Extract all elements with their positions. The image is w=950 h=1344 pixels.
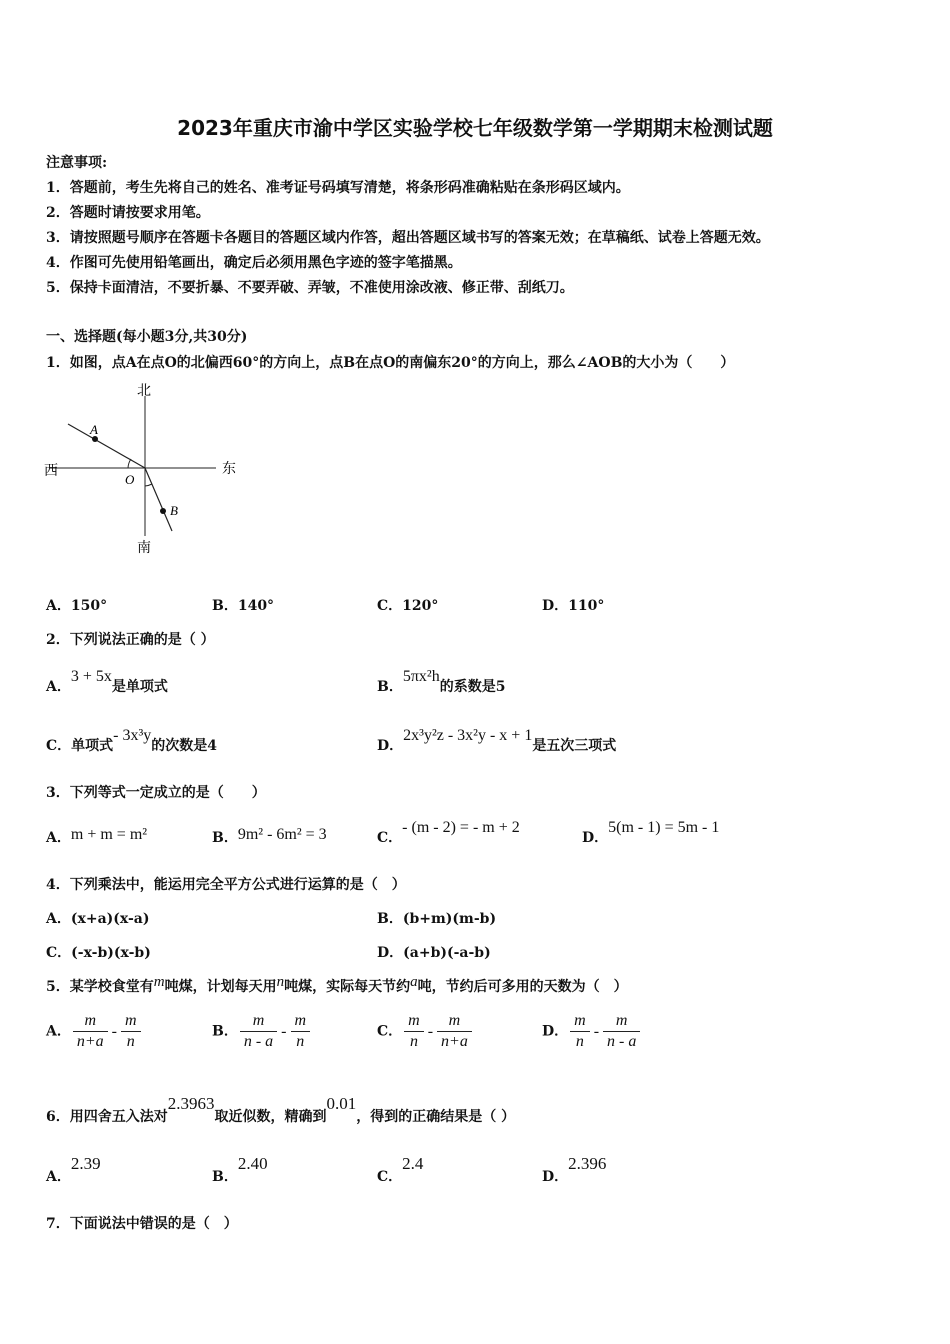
stem-text: 吨煤，实际每天节约 — [284, 979, 411, 995]
q2-option-b — [377, 668, 506, 696]
expression: 5(m - 1) = 5m - 1 — [608, 819, 720, 836]
denominator: n — [126, 1033, 135, 1050]
notice-item: 1．答题前，考生先将自己的姓名、准考证号码填写清楚，将条形码准确粘贴在条形码区域内。 — [46, 180, 630, 196]
fraction — [570, 1012, 590, 1051]
option-label: D． — [377, 738, 404, 754]
precision: 0.01 — [326, 1094, 357, 1113]
notice-item: 5．保持卡面清洁，不要折暴、不要弄破、弄皱，不准使用涂改液、修正带、刮纸刀。 — [46, 280, 574, 296]
numerator: m — [404, 1012, 424, 1032]
label-b: B — [170, 503, 178, 518]
q4-option-b: B．(b+m)(m-b) — [377, 911, 497, 927]
compass-diagram — [40, 376, 250, 556]
ray-oa — [68, 424, 145, 468]
notice-heading: 注意事项: — [46, 155, 108, 171]
numerator: m — [73, 1012, 108, 1032]
q1-option-d: D．110° — [542, 598, 605, 614]
variable-m: m — [153, 974, 165, 990]
label-south: 南 — [137, 540, 151, 556]
q3-option-a — [46, 827, 147, 847]
stem-text: 6．用四舍五入法对 — [46, 1109, 168, 1125]
operator: - — [281, 1022, 287, 1040]
stem-text: 吨，节约后可多用的天数为（ ） — [417, 979, 628, 995]
stem-text: 吨煤，计划每天用 — [164, 979, 277, 995]
label-west: 西 — [44, 463, 58, 479]
question-1-stem: 1．如图，点A在点O的北偏西60°的方向上，点B在点O的南偏东20°的方向上，那么∠AOB的大小为（ ） — [46, 355, 735, 371]
denominator: n - a — [607, 1033, 637, 1050]
option-label: D． — [582, 830, 609, 846]
expression: - (m - 2) = - m + 2 — [402, 819, 520, 836]
option-label: A． — [46, 1023, 71, 1040]
label-east: 东 — [222, 461, 236, 477]
expression: m + m = m² — [70, 826, 148, 843]
stem-text: ，得到的正确结果是（ ） — [356, 1109, 516, 1125]
q4-option-a: A．(x+a)(x-a) — [46, 911, 150, 927]
denominator: n — [409, 1033, 418, 1050]
q5-option-a — [46, 1012, 143, 1051]
question-3-stem: 3．下列等式一定成立的是（ ） — [46, 785, 266, 801]
q1-option-c: C．120° — [377, 598, 439, 614]
point-b — [160, 508, 166, 514]
label-north: 北 — [137, 383, 151, 399]
option-label: B． — [377, 679, 403, 695]
option-label: B． — [212, 1169, 238, 1185]
operator: - — [593, 1022, 600, 1040]
fraction — [404, 1012, 424, 1051]
denominator: n — [575, 1033, 584, 1050]
fraction — [291, 1012, 311, 1051]
numerator: m — [570, 1012, 590, 1032]
q6-option-c — [377, 1154, 424, 1186]
fraction — [437, 1012, 472, 1051]
expression: - 3x³y — [113, 727, 152, 744]
question-2-stem: 2．下列说法正确的是（ ） — [46, 632, 215, 648]
q1-option-b: B．140° — [212, 598, 275, 614]
question-5-stem — [46, 976, 628, 996]
fraction — [121, 1012, 141, 1051]
q5-option-b — [212, 1012, 312, 1051]
q5-option-d — [542, 1012, 642, 1051]
fraction — [603, 1012, 640, 1051]
stem-text: 取近似数，精确到 — [214, 1109, 327, 1125]
option-text: 的次数是4 — [151, 738, 218, 754]
question-4-stem: 4．下列乘法中，能运用完全平方公式进行运算的是（ ） — [46, 877, 406, 893]
notice-item: 3．请按照题号顺序在答题卡各题目的答题区域内作答，超出答题区域书写的答案无效；在草稿纸、试卷上答题无效。 — [46, 230, 770, 246]
operator: - — [427, 1022, 434, 1040]
expression: 3 + 5x — [70, 668, 112, 685]
option-value: 2.40 — [237, 1154, 268, 1173]
option-label: C． — [377, 830, 403, 846]
q6-option-d — [542, 1154, 607, 1186]
operator: - — [111, 1022, 117, 1040]
q1-option-a: A．150° — [46, 598, 108, 614]
section-heading: 一、选择题(每小题3分,共30分) — [46, 329, 248, 345]
q3-option-b — [212, 827, 327, 847]
denominator: n — [296, 1033, 305, 1050]
denominator: n - a — [243, 1033, 274, 1050]
variable-n: n — [276, 974, 285, 990]
label-a: A — [90, 422, 98, 437]
q4-option-d: D．(a+b)(-a-b) — [377, 945, 491, 961]
q4-option-c: C．(-x-b)(x-b) — [46, 945, 151, 961]
question-6-stem — [46, 1094, 516, 1126]
option-value: 2.39 — [70, 1154, 101, 1173]
fraction — [240, 1012, 277, 1051]
option-label: B． — [212, 1023, 238, 1040]
notice-item: 2．答题时请按要求用笔。 — [46, 205, 210, 221]
option-label: C． — [377, 1023, 403, 1040]
option-label: B． — [212, 830, 238, 846]
stem-text: 5．某学校食堂有 — [46, 979, 154, 995]
ray-ob — [145, 468, 172, 531]
page-title: 2023年重庆市渝中学区实验学校七年级数学第一学期期末检测试题 — [177, 116, 773, 140]
numerator: m — [437, 1012, 472, 1032]
question-7-stem: 7．下面说法中错误的是（ ） — [46, 1216, 238, 1232]
option-text: 的系数是5 — [439, 679, 506, 695]
option-label: C．单项式 — [46, 738, 114, 754]
angle-arc-b — [145, 484, 152, 486]
expression: 9m² - 6m² = 3 — [237, 826, 327, 843]
q2-option-c — [46, 727, 218, 755]
fraction — [73, 1012, 108, 1051]
option-label: A． — [46, 830, 71, 846]
q6-option-a — [46, 1154, 101, 1186]
angle-arc-a — [128, 459, 131, 468]
q3-option-c — [377, 819, 520, 847]
notice-item: 4．作图可先使用铅笔画出，确定后必须用黑色字迹的签字笔描黑。 — [46, 255, 462, 271]
option-label: C． — [377, 1169, 403, 1185]
option-text: 是单项式 — [111, 679, 168, 695]
option-label: A． — [46, 679, 71, 695]
label-o: O — [125, 472, 135, 487]
numerator: m — [240, 1012, 277, 1032]
number: 2.3963 — [167, 1094, 215, 1113]
denominator: n+a — [76, 1033, 104, 1050]
q2-option-d — [377, 727, 617, 755]
q3-option-d — [582, 819, 720, 847]
numerator: m — [603, 1012, 640, 1032]
expression: 2x³y²z - 3x²y - x + 1 — [403, 727, 533, 744]
expression: 5πx²h — [402, 668, 440, 685]
q6-option-b — [212, 1154, 268, 1186]
option-value: 2.4 — [402, 1154, 424, 1173]
option-label: D． — [542, 1023, 569, 1040]
variable-a: a — [410, 974, 418, 990]
numerator: m — [291, 1012, 311, 1032]
q2-option-a — [46, 668, 168, 696]
option-value: 2.396 — [568, 1154, 607, 1173]
numerator: m — [121, 1012, 141, 1032]
denominator: n+a — [441, 1033, 468, 1050]
q5-option-c — [377, 1012, 474, 1051]
option-label: D． — [542, 1169, 569, 1185]
option-label: A． — [46, 1169, 71, 1185]
option-text: 是五次三项式 — [532, 738, 617, 754]
